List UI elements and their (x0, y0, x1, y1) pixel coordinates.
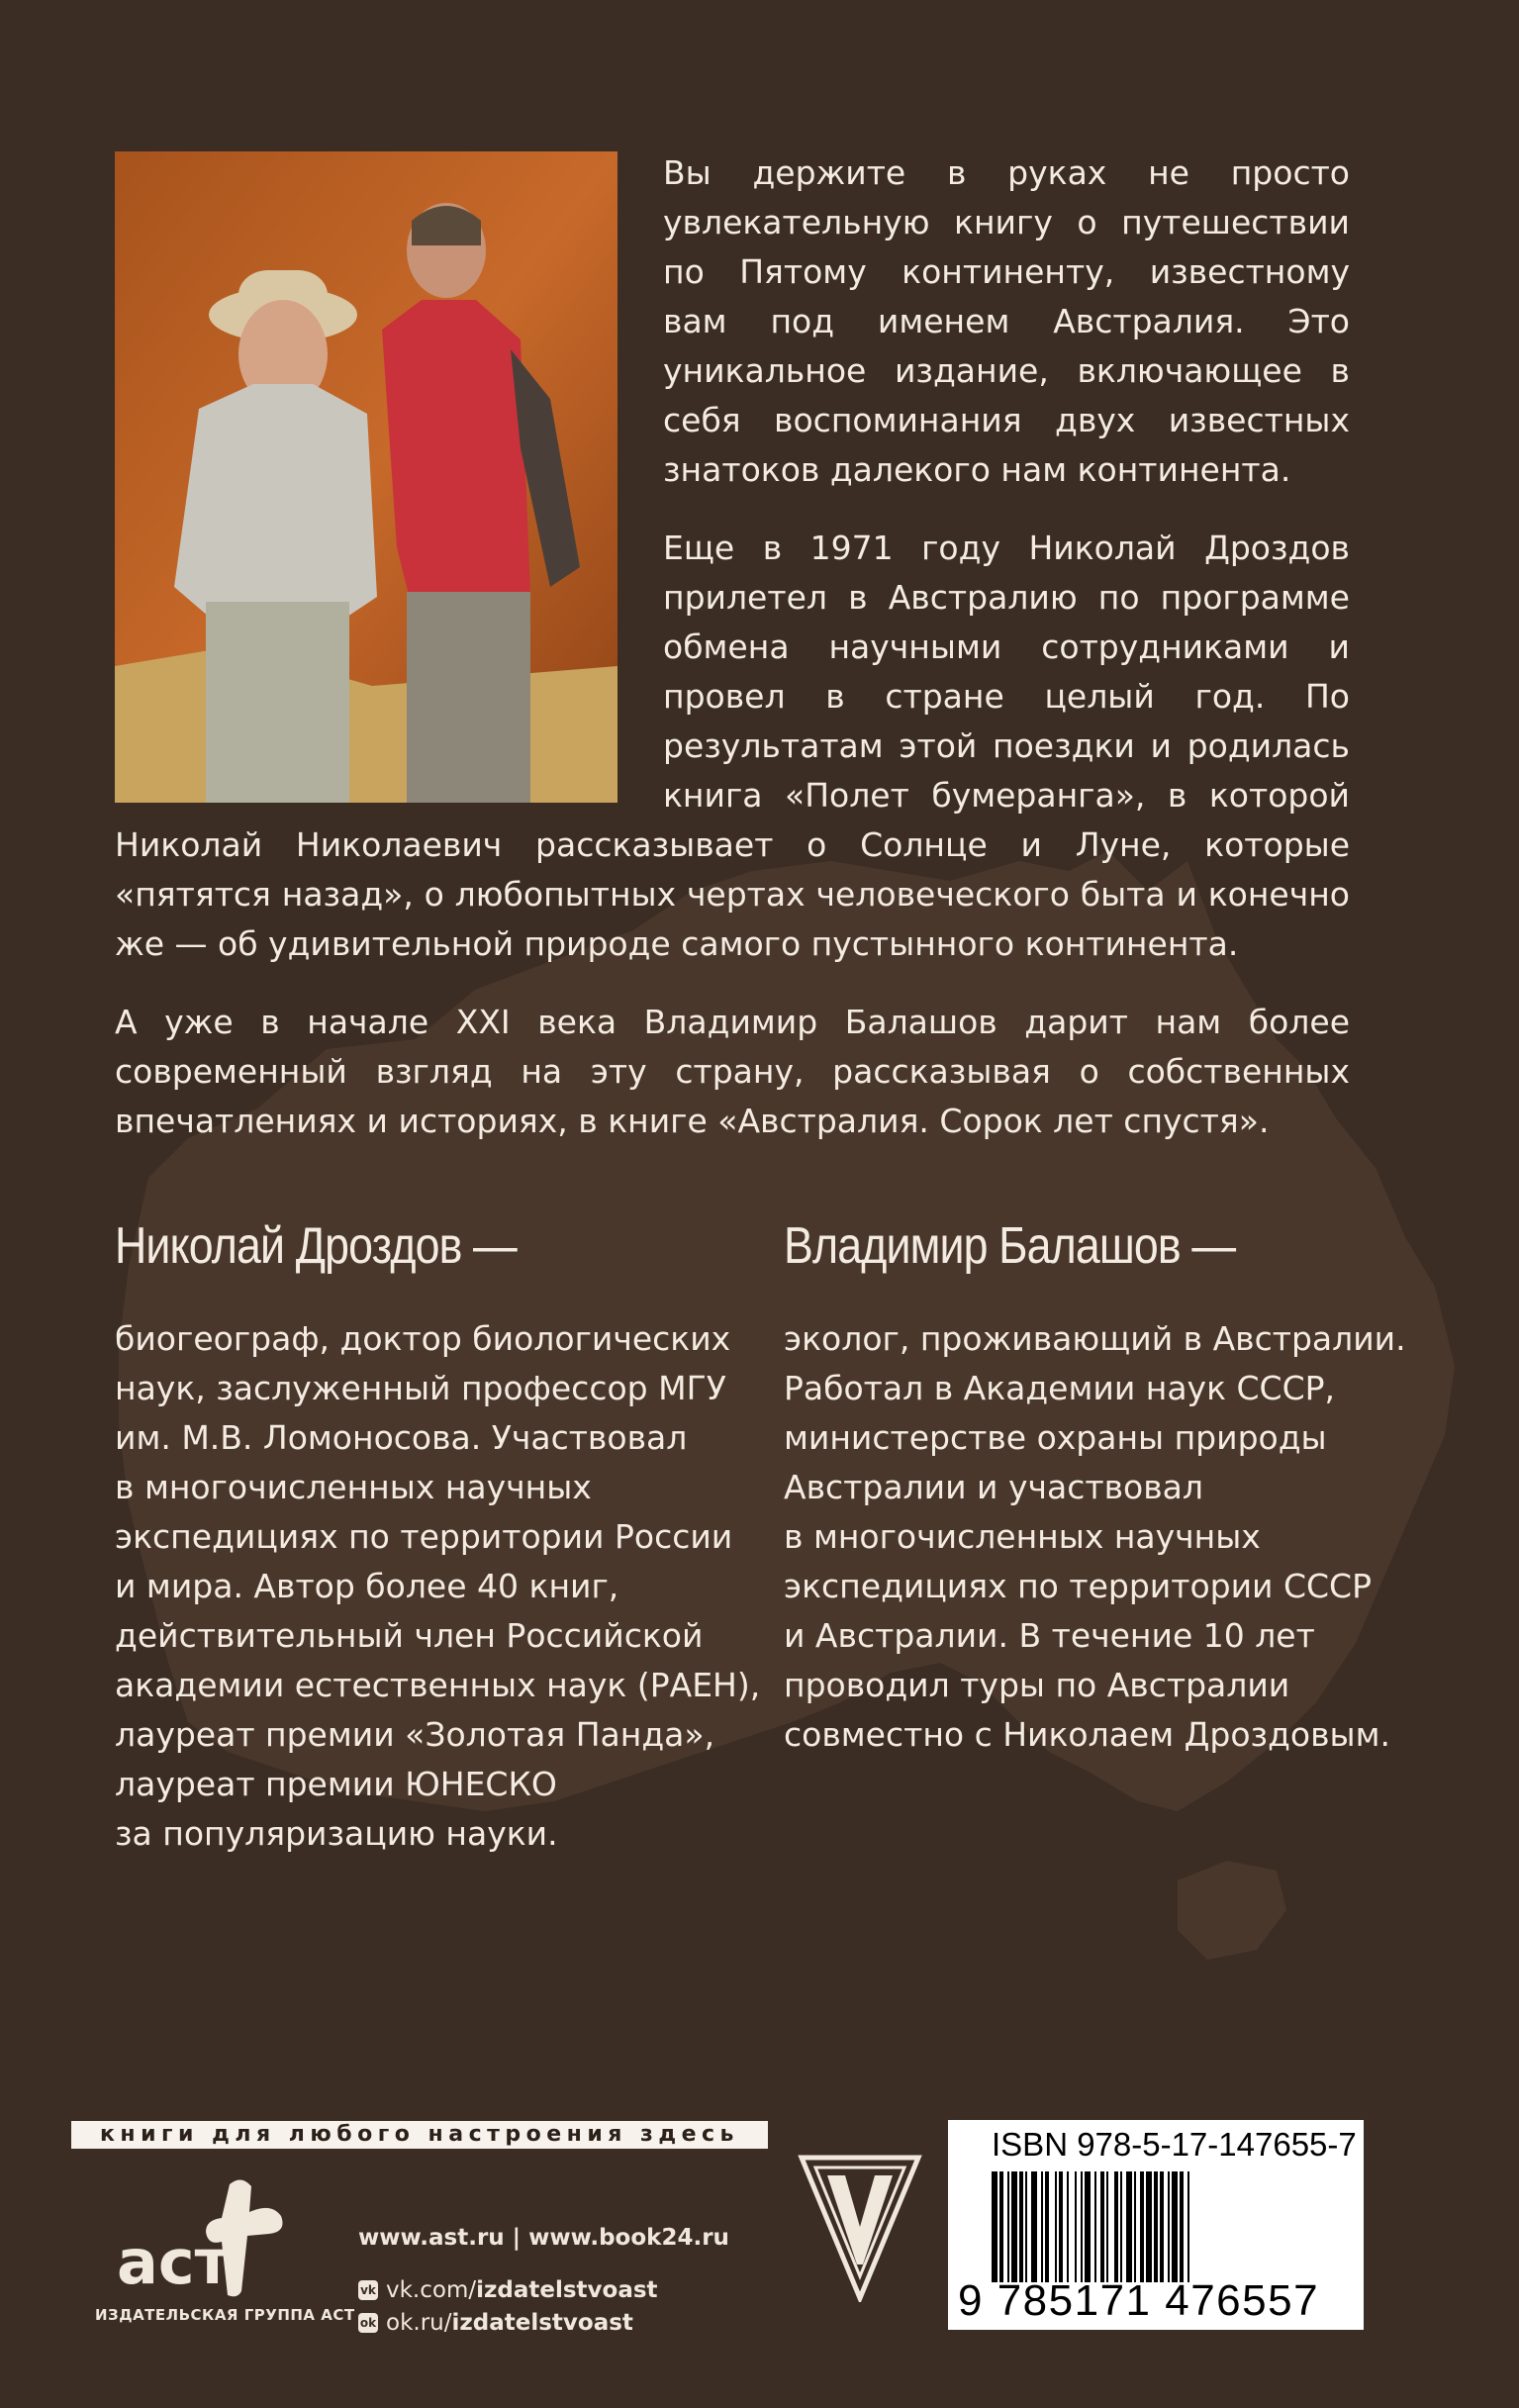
website-links[interactable]: www.ast.ru | www.book24.ru (358, 2225, 729, 2251)
bio-line: проводил туры по Австралии (784, 1666, 1290, 1704)
vk-icon: vk (358, 2280, 378, 2300)
bio-line: министерстве охраны природы (784, 1418, 1327, 1457)
intro-text (115, 148, 1350, 1175)
ok-prefix: ok.ru/ (386, 2309, 452, 2336)
vk-handle: izdatelstvoast (476, 2276, 658, 2303)
ok-handle: izdatelstvoast (451, 2309, 633, 2336)
barcode-icon (992, 2171, 1340, 2282)
bio-line: в многочисленных научных (115, 1468, 592, 1506)
author-name: Николай Дроздов — (115, 1217, 517, 1275)
publisher-name: ИЗДАТЕЛЬСКАЯ ГРУППА АСТ (95, 2306, 355, 2324)
bio-line: и Австралии. В течение 10 лет (784, 1616, 1315, 1655)
author-name: Владимир Балашов — (784, 1217, 1236, 1275)
bio-line: эколог, проживающий в Австралии. (784, 1319, 1406, 1358)
author-drozdov (115, 1215, 761, 1859)
bio-line: за популяризацию науки. (115, 1814, 558, 1853)
isbn-number: ISBN 978-5-17-147655-7 (992, 2126, 1357, 2163)
bio-line: совместно с Николаем Дроздовым. (784, 1715, 1390, 1754)
bio-line: академии естественных наук (РАЕН), (115, 1666, 761, 1704)
bio-line: экспедициях по территории СССР (784, 1567, 1372, 1605)
isbn-barcode-block (948, 2120, 1364, 2330)
bio-line: экспедициях по территории России (115, 1517, 733, 1556)
bio-line: биогеограф, доктор биологических (115, 1319, 731, 1358)
ast-logo-icon (111, 2172, 299, 2301)
intro-paragraph-2: Еще в 1971 году Николай Дроздов прилетел в Австралию по программе обмена научными сотрудниками и провел в стране целый год. По результатам этой поездки и родилась книга «Полет бумеранга», в которой Николай Николаевич рассказывает о Солнце и Луне, которые «пятятся назад», о любопытных чертах человеческого быта и конечно же — об удивительной природе самого пустынного континента. (115, 529, 1350, 963)
vk-prefix: vk.com/ (386, 2276, 477, 2303)
bio-line: наук, заслуженный профессор МГУ (115, 1369, 726, 1407)
social-links (358, 2273, 658, 2339)
bio-line: им. М.В. Ломоносова. Участвовал (115, 1418, 688, 1457)
bio-line: лауреат премии «Золотая Панда», (115, 1715, 715, 1754)
ok-link[interactable] (358, 2306, 658, 2339)
bio-line: и мира. Автор более 40 книг, (115, 1567, 619, 1605)
bio-line: в многочисленных научных (784, 1517, 1261, 1556)
author-bio (784, 1314, 1407, 1760)
bio-line: Австралии и участвовал (784, 1468, 1203, 1506)
bio-line: действительный член Российской (115, 1616, 704, 1655)
bio-line: лауреат премии ЮНЕСКО (115, 1765, 557, 1803)
bio-line: Работал в Академии наук СССР, (784, 1369, 1336, 1407)
intro-paragraph-3: А уже в начале XXI века Владимир Балашов дарит нам более современный взгляд на эту страну, рассказывая о собственных впечатлениях и историях, в книге «Австралия. Сорок лет спустя». (115, 1003, 1350, 1140)
vk-link[interactable] (358, 2273, 658, 2306)
barcode-digits: 9 785171 476557 (958, 2276, 1320, 2325)
author-balashov (784, 1215, 1407, 1760)
intro-paragraph-1: Вы держите в руках не просто увлекательную книгу о путешествии по Пятому континенту, известному вам под именем Австралия. Это уникальное издание, включающее в себя воспоминания двух известных знатоков далекого нам континента. (663, 153, 1350, 489)
logo-text: аст (117, 2226, 231, 2298)
ok-icon: ok (358, 2313, 378, 2333)
author-bio (115, 1314, 761, 1859)
slogan-banner: книги для любого настроения здесь (71, 2121, 768, 2149)
v-imprint-logo-icon (798, 2154, 922, 2302)
